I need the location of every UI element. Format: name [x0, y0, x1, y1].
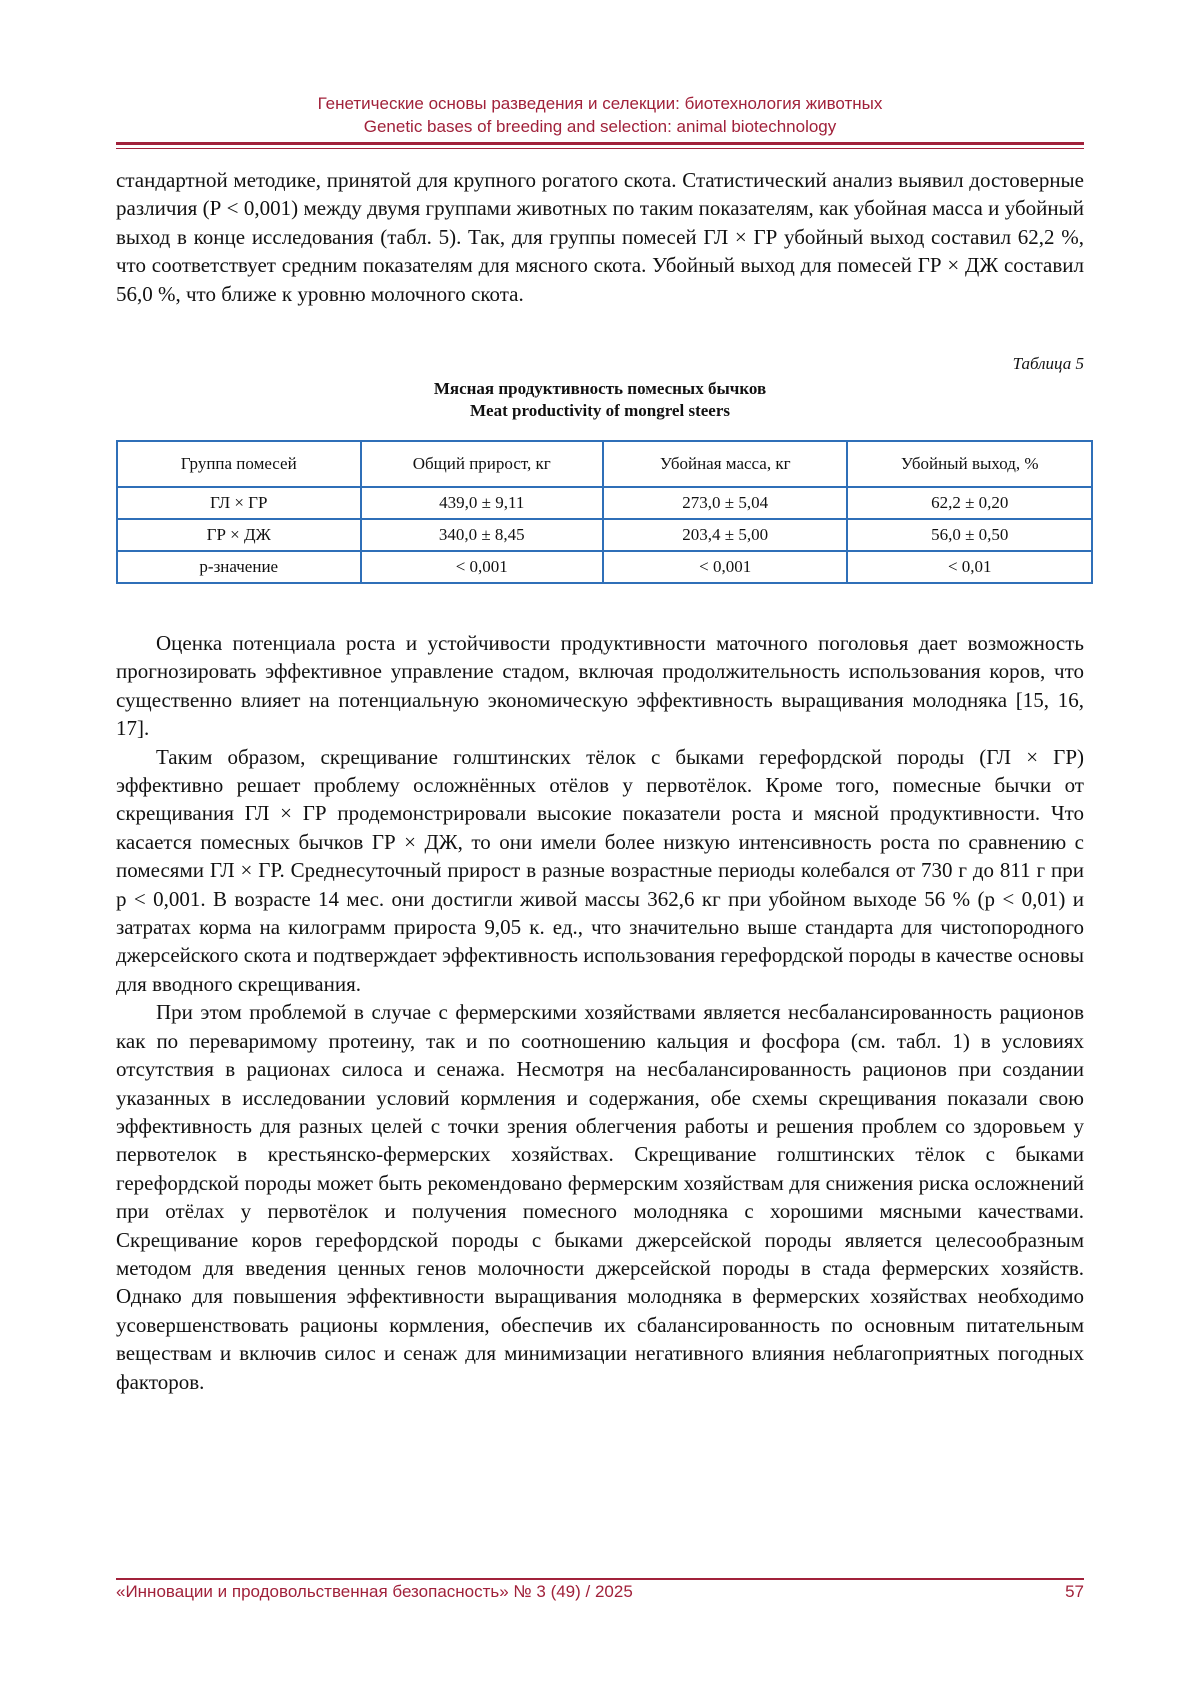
table-cell: р-значение [117, 551, 361, 583]
intro-paragraph: стандартной методике, принятой для крупного рогатого скота. Статистический анализ выявил достоверные различия (Р < 0,001) между двумя группами животных по таким показателям, как убойная масса и убойный выход в конце исследования (табл. 5). Так, для группы помесей ГЛ × ГР убойный выход составил 62,2 %, что соответствует средним показателям для мясного скота. Убойный выход для помесей ГР × ДЖ составил 56,0 %, что ближе к уровню молочного скота. [116, 168, 1084, 306]
table-cell: 273,0 ± 5,04 [603, 487, 847, 519]
running-header [116, 92, 1084, 138]
body-paragraph: Таким образом, скрещивание голштинских тёлок с быками герефордской породы (ГЛ × ГР) эффективно решает проблему осложнённых отёлов у первотёлок. Кроме того, помесные бычки от скрещивания ГЛ × ГР продемонстрировали высокие показатели роста и мясной продуктивности. Что касается помесных бычков ГР × ДЖ, то они имели более низкую интенсивность роста по сравнению с помесями ГЛ × ГР. Среднесуточный прирост в разные возрастные периоды колебался от 730 г до 811 г при р < 0,001. В возрасте 14 мес. они достигли живой массы 362,6 кг при убойном выходе 56 % (р < 0,01) и затратах корма на килограмм прироста 9,05 к. ед., что значительно выше стандарта для чистопородного джерсейского скота и подтверждает эффективность использования герефордской породы в качестве основы для вводного скрещивания. [116, 744, 1084, 996]
meat-productivity-table [116, 440, 1093, 584]
body-text [116, 629, 1084, 1396]
table-title-en: Meat productivity of mongrel steers [470, 401, 730, 420]
table-header-row [117, 441, 1092, 487]
table-cell: 56,0 ± 0,50 [847, 519, 1092, 551]
table-header-cell: Группа помесей [117, 441, 361, 487]
table-title [116, 378, 1084, 422]
table-cell: ГЛ × ГР [117, 487, 361, 519]
table-header-cell: Общий прирост, кг [361, 441, 603, 487]
page-number: 57 [1065, 1582, 1084, 1601]
table-cell: ГР × ДЖ [117, 519, 361, 551]
body-paragraph: При этом проблемой в случае с фермерскими хозяйствами является несбалансированность рационов как по переваримому протеину, так и по соотношению кальция и фосфора (см. табл. 1) в условиях отсутствия в рационах силоса и сенажа. Несмотря на несбалансированность рационов при создании указанных в исследовании условий кормления и содержания, обе схемы скрещивания показали свою эффективность для разных целей с точки зрения облегчения работы и решения проблем со здоровьем у первотелок в крестьянско-фермерских хозяйствах. Скрещивание голштинских тёлок с быками герефордской породы может быть рекомендовано фермерским хозяйствам для снижения риска осложнений при отёлах у первотёлок и получения помесного молодняка с хорошими мясными качествами. Скрещивание коров герефордской породы с быками джерсейской породы является целесообразным методом для введения ценных генов молочности джерсейской породы в стада фермерских хозяйств. Однако для повышения эффективности выращивания молодняка в фермерских хозяйствах необходимо усовершенствовать рационы кормления, обеспечив их сбалансированность по основным питательным веществам и включив силос и сенаж для минимизации негативного влияния неблагоприятных погодных факторов. [116, 1000, 1084, 1394]
header-divider-thin [116, 148, 1084, 149]
table-row [117, 519, 1092, 551]
table-cell: < 0,001 [603, 551, 847, 583]
footer-divider [116, 1578, 1084, 1580]
table-cell: < 0,001 [361, 551, 603, 583]
table-title-ru: Мясная продуктивность помесных бычков [433, 379, 767, 398]
header-title-ru: Генетические основы разведения и селекции: биотехнология животных [317, 94, 883, 113]
table-row [117, 551, 1092, 583]
table-cell: 340,0 ± 8,45 [361, 519, 603, 551]
table-cell: 439,0 ± 9,11 [361, 487, 603, 519]
table-cell: < 0,01 [847, 551, 1092, 583]
intro-paragraph-block [116, 166, 1084, 308]
body-paragraph: Оценка потенциала роста и устойчивости продуктивности маточного поголовья дает возможность прогнозировать эффективное управление стадом, включая продолжительность использования коров, что существенно влияет на потенциальную экономическую эффективность выращивания молодняка [15, 16, 17]. [116, 631, 1084, 741]
table-cell: 203,4 ± 5,00 [603, 519, 847, 551]
footer-journal: «Инновации и продовольственная безопасность» № 3 (49) / 2025 [116, 1582, 633, 1601]
header-divider [116, 142, 1084, 145]
table-header-cell: Убойная масса, кг [603, 441, 847, 487]
table-row [117, 487, 1092, 519]
table-cell: 62,2 ± 0,20 [847, 487, 1092, 519]
header-title-en: Genetic bases of breeding and selection: animal biotechnology [363, 117, 837, 136]
table-header-cell: Убойный выход, % [847, 441, 1092, 487]
table-label: Таблица 5 [1012, 354, 1084, 373]
